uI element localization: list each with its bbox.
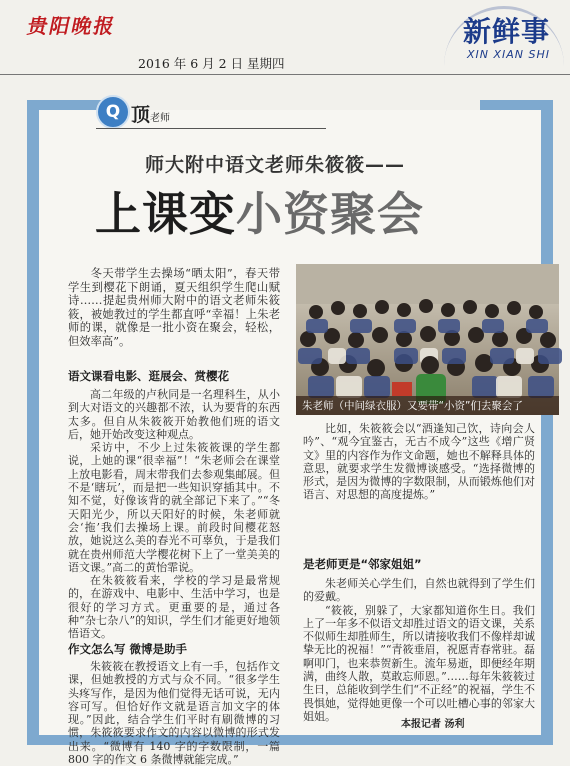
section-1-paragraph: 采访中，不少上过朱筱筱课的学生都说，上她的课“很幸福”！“朱老师会在课堂上放电影看，周末带我们去参观集邮展。但不是‘瞎玩’，而是把一些知识穿插其中。不知不觉，好像该背的就全部记下来了。”“冬天阳光少，所以天阳好的时候，朱老师就会‘拖’我们去操场上课。前段时间樱花怒放，她说这么美的春光不可辜负，于是我们就在贵州师范大学樱花树下上了一堂美美的语文课。”高二的黄怡霏说。 [68,441,280,574]
section-2-title: 作文怎么写 微博是助手 [68,642,188,656]
section-2-paragraph: 朱筱筱在教授语文上有一手，包括作文课，但她教授的方式与众不同。“很多学生头疼写作，是因为他们觉得无话可说，无内容可写。但恰好作文就是语言加文字的体现。”因此，结合学生们平时有刷微博的习惯，朱筱筱要求作文的内容以微博的形式发出来。“微博有 140 字的字数限制，一篇 800 字的作文 6 条微博就能完成。” [68,660,280,766]
section-brand-pinyin: XIN XIAN SHI [466,48,550,61]
column-badge-icon: Q [96,95,130,129]
class-photo [296,264,559,415]
frame-left [27,100,39,745]
section-3-paragraph: 朱老师关心学生们，自然也就得到了学生们的爱戴。 [303,577,535,604]
intro-paragraph [68,267,280,349]
section-brand [463,10,550,61]
frame-top-left [27,100,107,110]
column-rule [96,128,326,129]
section-2-body-right [303,422,535,502]
article-headline [95,178,424,244]
section-3-paragraph: “筱筱，别躲了，大家都知道你生日。我们上了一年多不似语文却胜过语文的语文课，关系不似师生却胜师生，所以请接收我们不像样却诚挚无比的祝福！”“青筱垂眉，祝愿青春常驻。磊啊叩门，也来恭贺新生。流年易逝，即便经年期满，曲终人散，莫敢忘师恩。”……每年朱筱筱过生日，总能收到学生们“不正经”的祝福，学生不畏惧她，觉得她更像一个可以吐槽心事的邻家大姐姐。 [303,603,535,723]
frame-right [541,100,553,745]
section-3-body [303,577,535,723]
byline: 本报记者 汤利 [401,719,465,730]
column-name-small: 老师 [150,113,171,124]
class-photo-image [296,264,559,415]
section-1-paragraph: 在朱筱筱看来，学校的学习是最常规的，在游戏中、电影中、生活中学习，也是很好的学习方式。更重要的是，通过各种“杂七杂八”的知识，学生们才能更好地领悟语文。 [68,574,280,641]
dateline: 2016 年 6 月 2 日 星期四 [138,56,285,71]
column-name-big: 顶 [131,104,151,126]
article-subtitle: 师大附中语文老师朱筱筱—— [145,154,406,176]
column-name [131,100,170,127]
newspaper-masthead: 贵阳晚报 [25,14,119,38]
intro-text: 冬天带学生去操场“晒太阳”，春天带学生到樱花下朗诵，夏天组织学生爬山赋诗……提起贵州师大附中的语文老师朱筱筱，被她教过的学生都直呼“幸福！上朱老师的课，就像是一批小资在聚会，轻松，但效率高”。 [68,267,280,348]
header-rule [0,74,570,75]
section-1-paragraph: 高二年级的卢秋同是一名理科生，从小到大对语文的兴趣都不浓，认为要背的东西太多。但自从朱筱筱开始教他们班的语文后，她开始改变这种观点。 [68,388,280,441]
section-1-title: 语文课看电影、逛展会、赏樱花 [68,369,229,383]
photo-caption: 朱老师（中间绿衣服）又要带“小资”们去聚会了 [296,396,559,415]
section-2-body-left [68,660,280,766]
section-2-paragraph: 比如，朱筱筱会以“酒逢知己饮，诗向会人吟”、“观今宜鉴古，无古不成今”这些《增广贤文》里的内容作为作文命题，她也不解释具体的意思，就要求学生发微博谈感受。“选择微博的形式，是因为微博的字数限制，从而锻炼他们对语言、对思想的高度提炼。” [303,422,535,502]
section-1-body [68,388,280,641]
headline-part-1: 上课变 [95,187,236,241]
headline-part-2: 小资聚会 [236,187,424,241]
section-brand-name: 新鲜事 [462,15,550,48]
frame-top-right [480,100,553,110]
section-3-title: 是老师更是“邻家姐姐” [303,557,422,571]
